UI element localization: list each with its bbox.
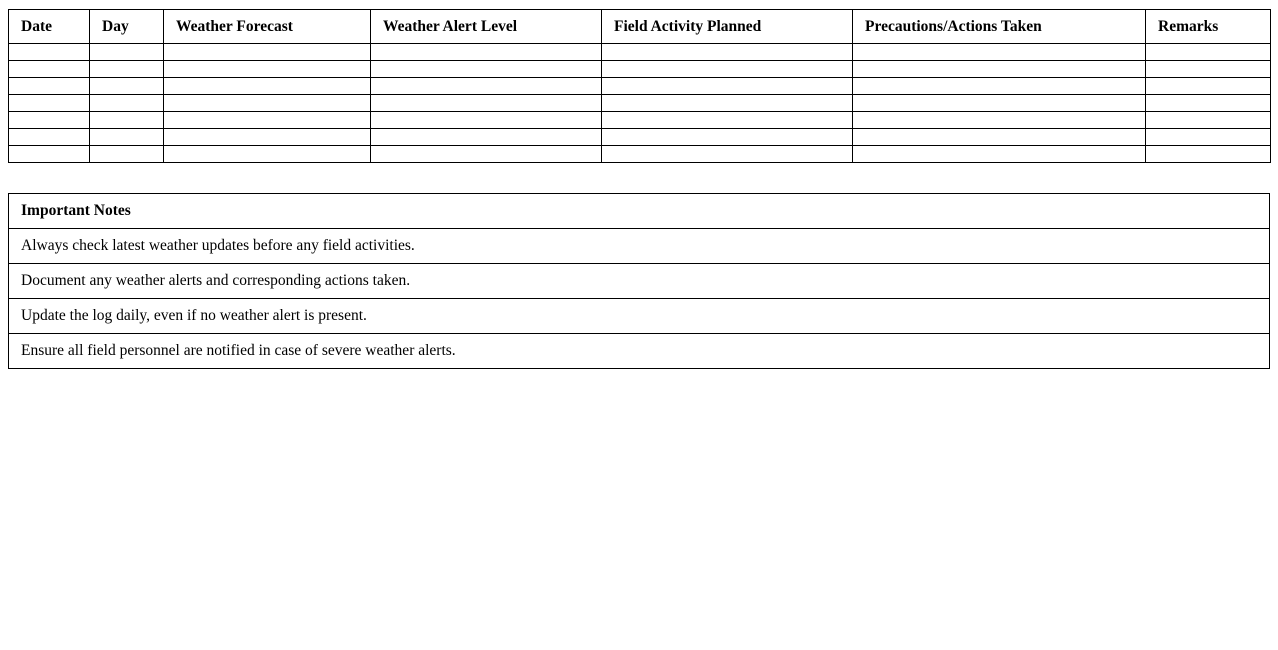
table-cell[interactable] [602,146,853,163]
column-header-field-activity-planned: Field Activity Planned [602,10,853,44]
table-cell[interactable] [164,129,371,146]
table-cell[interactable] [1146,129,1271,146]
column-header-weather-forecast: Weather Forecast [164,10,371,44]
note-item: Always check latest weather updates before any field activities. [9,229,1270,264]
table-body [9,44,1271,163]
table-cell[interactable] [9,78,90,95]
important-notes-table [8,193,1270,369]
table-row [9,95,1271,112]
note-item: Ensure all field personnel are notified in case of severe weather alerts. [9,334,1270,369]
table-cell[interactable] [164,78,371,95]
table-cell[interactable] [602,112,853,129]
table-cell[interactable] [602,129,853,146]
table-row [9,78,1271,95]
table-cell[interactable] [164,44,371,61]
table-cell[interactable] [1146,95,1271,112]
table-cell[interactable] [1146,61,1271,78]
table-cell[interactable] [164,112,371,129]
weather-log-table [8,9,1271,163]
table-cell[interactable] [371,44,602,61]
table-cell[interactable] [164,61,371,78]
table-cell[interactable] [164,95,371,112]
table-cell[interactable] [9,129,90,146]
table-cell[interactable] [90,61,164,78]
note-item: Document any weather alerts and corresponding actions taken. [9,264,1270,299]
note-row [9,264,1270,299]
table-cell[interactable] [9,146,90,163]
table-row [9,146,1271,163]
table-cell[interactable] [853,61,1146,78]
column-header-precautions-actions-taken: Precautions/Actions Taken [853,10,1146,44]
table-cell[interactable] [9,61,90,78]
table-cell[interactable] [9,112,90,129]
table-cell[interactable] [853,78,1146,95]
table-cell[interactable] [9,44,90,61]
table-cell[interactable] [853,95,1146,112]
table-cell[interactable] [853,146,1146,163]
table-cell[interactable] [1146,146,1271,163]
table-cell[interactable] [371,146,602,163]
notes-header-row [9,194,1270,229]
table-cell[interactable] [90,112,164,129]
table-cell[interactable] [853,44,1146,61]
table-cell[interactable] [853,112,1146,129]
table-cell[interactable] [602,44,853,61]
table-cell[interactable] [371,95,602,112]
table-row [9,129,1271,146]
table-cell[interactable] [90,146,164,163]
table-cell[interactable] [164,146,371,163]
table-cell[interactable] [371,61,602,78]
table-cell[interactable] [90,78,164,95]
column-header-weather-alert-level: Weather Alert Level [371,10,602,44]
table-cell[interactable] [371,112,602,129]
notes-title: Important Notes [9,194,1270,229]
table-cell[interactable] [602,61,853,78]
table-cell[interactable] [853,129,1146,146]
table-cell[interactable] [602,78,853,95]
note-row [9,299,1270,334]
table-row [9,61,1271,78]
table-header-row [9,10,1271,44]
table-cell[interactable] [90,44,164,61]
table-row [9,44,1271,61]
table-cell[interactable] [602,95,853,112]
table-cell[interactable] [371,78,602,95]
table-cell[interactable] [90,129,164,146]
note-item: Update the log daily, even if no weather alert is present. [9,299,1270,334]
table-cell[interactable] [90,95,164,112]
table-cell[interactable] [1146,112,1271,129]
column-header-day: Day [90,10,164,44]
column-header-remarks: Remarks [1146,10,1271,44]
table-cell[interactable] [371,129,602,146]
note-row [9,334,1270,369]
note-row [9,229,1270,264]
table-cell[interactable] [9,95,90,112]
table-cell[interactable] [1146,44,1271,61]
table-row [9,112,1271,129]
column-header-date: Date [9,10,90,44]
table-cell[interactable] [1146,78,1271,95]
